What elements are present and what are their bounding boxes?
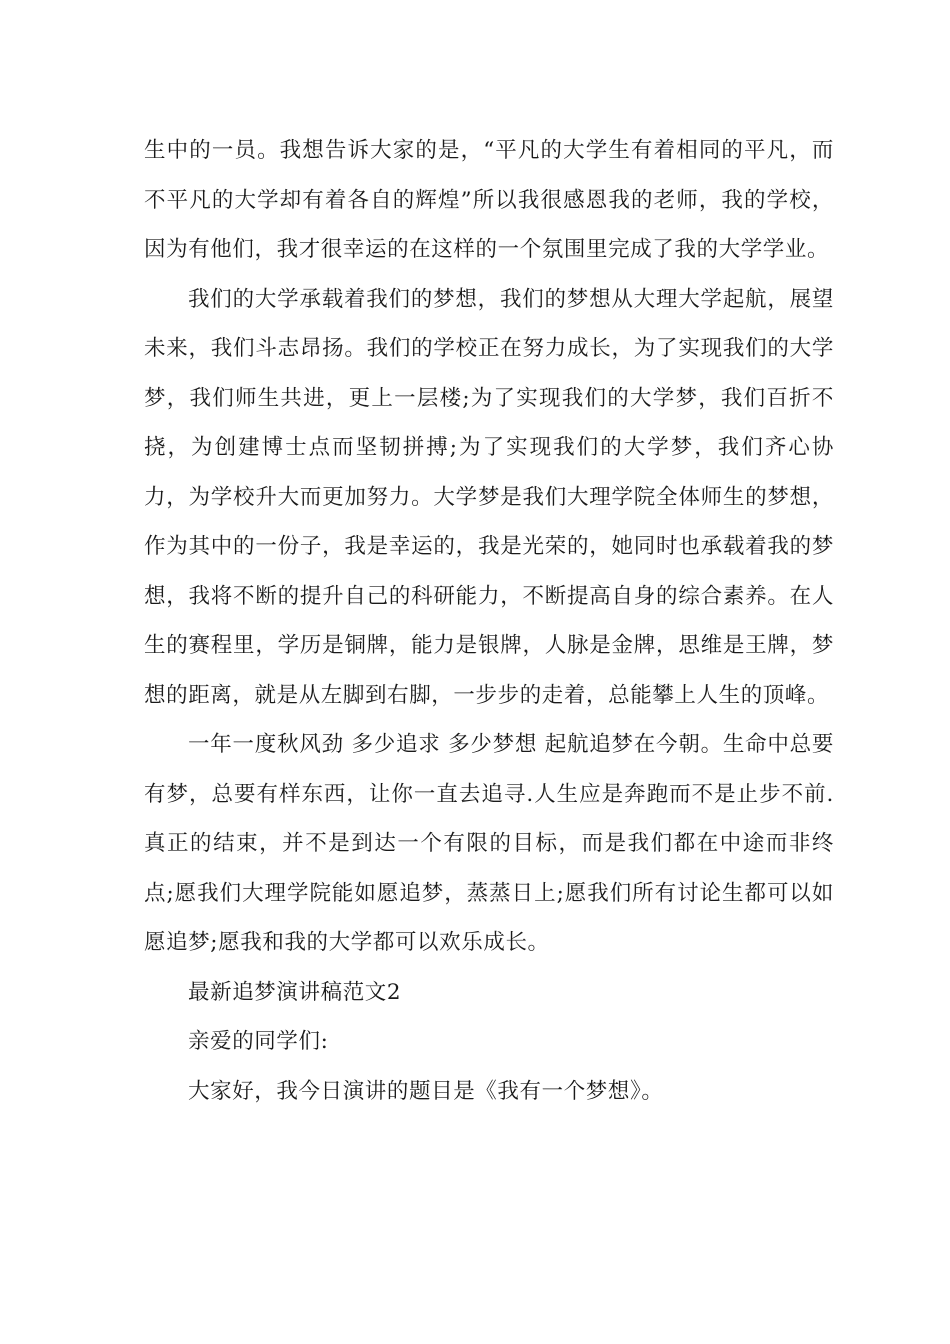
section-heading: 最新追梦演讲稿范文2: [188, 979, 402, 1005]
paragraph-chasing-dreams: 一年一度秋风劲 多少追求 多少梦想 起航追梦在今朝。生命中总要有梦，总要有样东西，让你一直去追寻.人生应是奔跑而不是止步不前.真正的结束，并不是到达一个有限的目标，而是我们都在中途而非终点;愿我们大理学院能如愿追梦，蒸蒸日上;愿我们所有讨论生都可以如愿追梦;愿我和我的大学都可以欢乐成长。: [144, 732, 834, 955]
document-body: [144, 126, 834, 1116]
salutation: 亲爱的同学们:: [188, 1029, 329, 1054]
paragraph-continuation: 生中的一员。我想告诉大家的是，“平凡的大学生有着相同的平凡，而不平凡的大学却有着各自的辉煌”所以我很感恩我的老师，我的学校，因为有他们，我才很幸运的在这样的一个氛围里完成了我的大学学业。: [144, 138, 834, 262]
paragraph-university-dream: 我们的大学承载着我们的梦想，我们的梦想从大理大学起航，展望未来，我们斗志昂扬。我们的学校正在努力成长，为了实现我们的大学梦，我们师生共进，更上一层楼;为了实现我们的大学梦，我们百折不挠，为创建博士点而坚韧拼搏;为了实现我们的大学梦，我们齐心协力，为学校升大而更加努力。大学梦是我们大理学院全体师生的梦想，作为其中的一份子，我是幸运的，我是光荣的，她同时也承载着我的梦想，我将不断的提升自己的科研能力，不断提高自身的综合素养。在人生的赛程里，学历是铜牌，能力是银牌，人脉是金牌，思维是王牌，梦想的距离，就是从左脚到右脚，一步步的走着，总能攀上人生的顶峰。: [144, 286, 834, 708]
speech-intro: 大家好，我今日演讲的题目是《我有一个梦想》。: [188, 1078, 664, 1104]
